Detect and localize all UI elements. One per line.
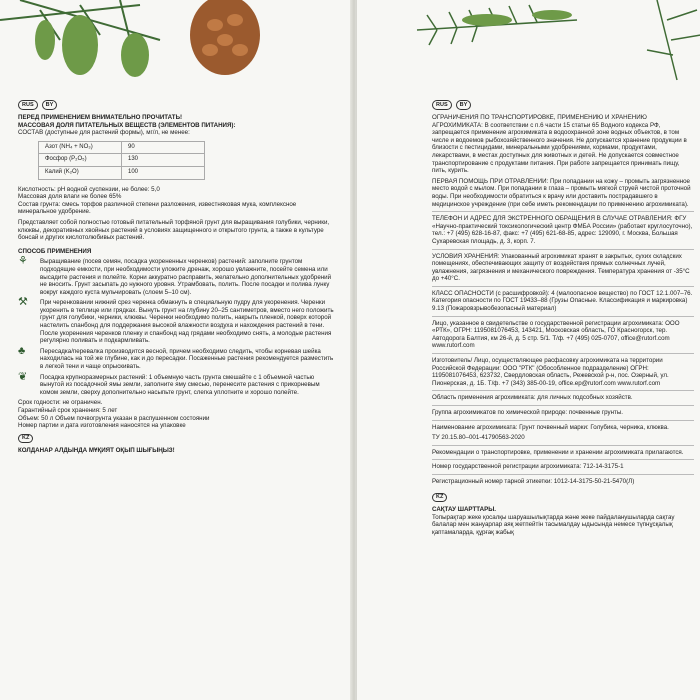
- pot-icon: ♣: [18, 344, 26, 357]
- grow-text: Выращивание (посев семян, посадка укорененных черенков) растений: заполните грунтом подходящие емкости, при необходимости уложите дренаж, хорошо увлажните, посейте семена или высадите растения и полейте. Корни аккуратно расправить, желательно дополнительных удобрений не вносить. Грунт засыпать до нужного уровня. Утрамбовать, полить. После посадки и полива лунку вокруг каждого куста мульчировать (слоем 5–10 см).: [40, 258, 332, 296]
- first-aid-text: ПЕРВАЯ ПОМОЩЬ ПРИ ОТРАВЛЕНИИ: При попадании на кожу – промыть загрязненное место водой с мылом. При попадании в глаза – промыть мягкой струей чистой проточной воды. При необходимости обратиться к врачу или доставить пострадавшего в медицинское учреждение (при себе иметь рекомендации по применению агрохимиката).: [432, 177, 691, 208]
- divider: [432, 420, 694, 421]
- large-plants-text: Посадка крупноразмерных растений: 1 объемную часть грунта смешайте с 1 объемной частью вынутой из посадочной ямы земли, заполните яму смесью, перенесите растения с прикорневым комом земли, сверху дополнительно насыпьте грунт, слегка уплотните и хорошо полейте.: [40, 373, 320, 396]
- nutrients-heading: МАССОВАЯ ДОЛЯ ПИТАТЕЛЬНЫХ ВЕЩЕСТВ (ЭЛЕМЕНТОВ ПИТАНИЯ):: [18, 121, 236, 129]
- left-text: [18, 100, 336, 455]
- large-plants-section: [18, 370, 336, 400]
- cuttings-text: При черенковании нижний срез черенка обмакнуть в специальную пудру для укоренения. Черенки укоренить в теплице или грядках. Вынуть грунт на глубину 20–25 сантиметров, вместо него положить грунт для голубики, черники, клюквы. Черенки необходимо полить, накрыть пленкой, поверх которой настелить спанбонд для поддержания высокой влажности воздуха и нахождения растений в тени. После укоренения черенков пленку и спанбонд над грядами необходимо снять, а молодые растения регулярно поливать и подкармливать.: [40, 299, 334, 345]
- lang-badge-kz: KZ: [18, 434, 33, 444]
- lang-badge-by: BY: [42, 100, 58, 110]
- transplant-section: [18, 344, 336, 374]
- moisture-text: Массовая доля влаги не более 65%: [18, 193, 122, 201]
- registration-number: Номер государственной регистрации агрохимиката: 712-14-3175-1: [432, 463, 624, 471]
- divider: [432, 249, 694, 250]
- table-row: Фосфор (P₂O₅) 130: [39, 154, 205, 167]
- storage-conditions: УСЛОВИЯ ХРАНЕНИЯ: Упакованный агрохимикат хранят в закрытых, сухих складских помещениях, обеспечивающих защиту от воздействия прямых солнечных лучей, увлажнения, загрязнения и механического повреждения. Температура хранения от -35°С до +40°С.: [432, 252, 690, 283]
- product-name: Наименование агрохимиката: Грунт почвенный марки: Голубика, черника, клюква.: [432, 423, 669, 431]
- grow-section: [18, 255, 336, 299]
- volume: Объем: 50 л Объем почвогрунта указан в распушенном состоянии: [18, 414, 210, 422]
- warranty: Гарантийный срок хранения: 5 лет: [18, 407, 118, 414]
- transplant-text: Пересадка/перевалка производится весной, причем необходимо следить, чтобы корневая шейка находилась на той же глубине, как и до пересадки. Посаженные растения рекомендуется разместить в легкой тени и чаще опрыскивать.: [40, 347, 334, 371]
- divider: [432, 316, 694, 317]
- pine-branch-illustration: [357, 0, 700, 95]
- right-panel: [356, 0, 700, 700]
- divider: [432, 474, 694, 475]
- table-row: Азот (NH₄ + NO₃) 90: [39, 141, 205, 154]
- agrochemical-group: Группа агрохимикатов по химической природе: почвенные грунты.: [432, 409, 623, 416]
- lang-badge-by: BY: [456, 100, 472, 110]
- divider: [432, 445, 694, 446]
- language-badges: [432, 100, 694, 110]
- tech-spec: ТУ 20.15.80–001-41790563-2020: [432, 434, 525, 442]
- lang-badge-kz: KZ: [432, 493, 447, 503]
- registration-holder: Лицо, указанное в свидетельстве о государственной регистрации агрохимиката: ООО «РТК», ОГРН: 1195081076453, 143421, Московская область, ГО Красногорск, тер. Автодорога Балтия, км 26-й, д. 5 стр. 5/1. Т/ф. +7 (495) 025-0707, office@rutorf.com www.rutorf.com: [432, 319, 680, 350]
- hazard-class: КЛАСС ОПАСНОСТИ (с расшифровкой): 4 (малоопасное вещество) по ГОСТ 12.1.007–76. Категория опасности по ГОСТ 19433–88 (Грузы Опасные. Классификация и маркировка) 9.13 (Пожаровзрывобезопасный материал): [432, 289, 693, 313]
- divider: [432, 405, 694, 406]
- shelf-life: Срок годности: не ограничен.: [18, 399, 103, 407]
- seedling-icon: ⚘: [18, 255, 28, 268]
- pine-cone-illustration: [0, 0, 352, 95]
- right-text: [432, 100, 694, 540]
- leaf-icon: ❦: [18, 370, 28, 383]
- nutrient-table: [38, 141, 205, 180]
- kz-warning-heading: КОЛДАНАР АЛДЫНДА МҰҚИЯТ ОҚЫП ШЫҒЫҢЫЗ!: [18, 447, 175, 455]
- divider: [432, 390, 694, 391]
- emergency-contact: ТЕЛЕФОН И АДРЕС ДЛЯ ЭКСТРЕННОГО ОБРАЩЕНИЯ В СЛУЧАЕ ОТРАВЛЕНИЯ: ФГУ «Научно-практический токсикологический центр ФМБА России» (работает круглосуточно), тел.: +7 (495) 628-16-87, факс: +7 (495) 621-68-85, адрес: 129090, г. Москва, Большая Сухаревская площадь, д. 3, корп. 7.: [432, 215, 693, 245]
- restrictions-text: ОГРАНИЧЕНИЯ ПО ТРАНСПОРТИРОВКЕ, ПРИМЕНЕНИЮ И ХРАНЕНИЮ АГРОХИМИКАТА: В соответствии с п.6 части 15 статьи 65 Водного кодекса РФ, запрещается применение агрохимиката в водоохранной зоне водных объектов, в том числе и водоемов рыбохозяйственного значения. Не допускается хранение продукции в близости с пестицидами, минеральными удобрениями, кормами, продуктами, лекарствами, в местах доступных для животных и детей. Не допускается совместное транспортирование с продуктами питания. При работе запрещается принимать пищу, пить, курить.: [432, 114, 687, 175]
- divider: [432, 211, 694, 212]
- warning-heading: ПЕРЕД ПРИМЕНЕНИЕМ ВНИМАТЕЛЬНО ПРОЧИТАТЬ!: [18, 114, 183, 121]
- divider: [432, 286, 694, 287]
- acidity-text: Кислотность: pH водной суспензии, не более: 5,0: [18, 185, 160, 193]
- kz-storage-text: Топырақтар жеке қосалқы шаруашылықтарда және жеке пайдаланушыларда сақтау балалар мен жануарлар аяқ жетпейтін тасымалдау ыдысында немесе түпнұсқалық қаптамаларда, құрғақ жабық: [432, 513, 675, 536]
- cuttings-section: [18, 296, 336, 348]
- soil-composition: Состав грунта: смесь торфов различной степени разложения, известняковая мука, комплексное минеральное удобрение.: [18, 200, 297, 216]
- lang-badge-rus: RUS: [432, 100, 452, 110]
- kz-storage-heading: САҚТАУ ШАРТТАРЫ.: [432, 506, 497, 514]
- shovel-icon: ⚒: [18, 296, 28, 309]
- recommendations: Рекомендации о транспортировке, применении и хранении агрохимиката прилагаются.: [432, 448, 684, 456]
- method-title: СПОСОБ ПРИМЕНЕНИЯ: [18, 247, 92, 255]
- divider: [432, 353, 694, 354]
- tare-label-number: Регистрационный номер тарной этикетки: 1012-14-3175-50-21-5470(Л): [432, 477, 635, 485]
- batch-note: Номер партии и дата изготовления наносятся на упаковке: [18, 422, 186, 430]
- table-row: Калий (K₂O) 100: [39, 166, 205, 179]
- language-badges: [18, 100, 336, 110]
- application-area: Область применения агрохимиката: для личных подсобных хозяйств.: [432, 394, 633, 402]
- product-intro: Представляет собой полностью готовый питательный торфяной грунт для выращивания голубики, черники, клюквы, декоративных хвойных растений в условиях защищенного и открытого грунта, а также в культуре бонсай и других кислотолюбивых растений.: [18, 218, 330, 242]
- manufacturer-info: Изготовитель/ Лицо, осуществляющее расфасовку агрохимиката на территории Российской Федерации: ООО "РТК" (Обособленное подразделение) ОГРН: 1195081076453, 623732, Свердловская область, Режевской р-н, пос. Озерный, ул. Пионерская, д. 1Б. Т/ф. +7 (343) 385-00-19, office.ep@rutorf.com www.rutorf.com: [432, 357, 669, 387]
- composition-note: СОСТАВ (доступные для растений формы), мг/л, не менее:: [18, 129, 190, 137]
- lang-badge-rus: RUS: [18, 100, 38, 110]
- divider: [432, 459, 694, 460]
